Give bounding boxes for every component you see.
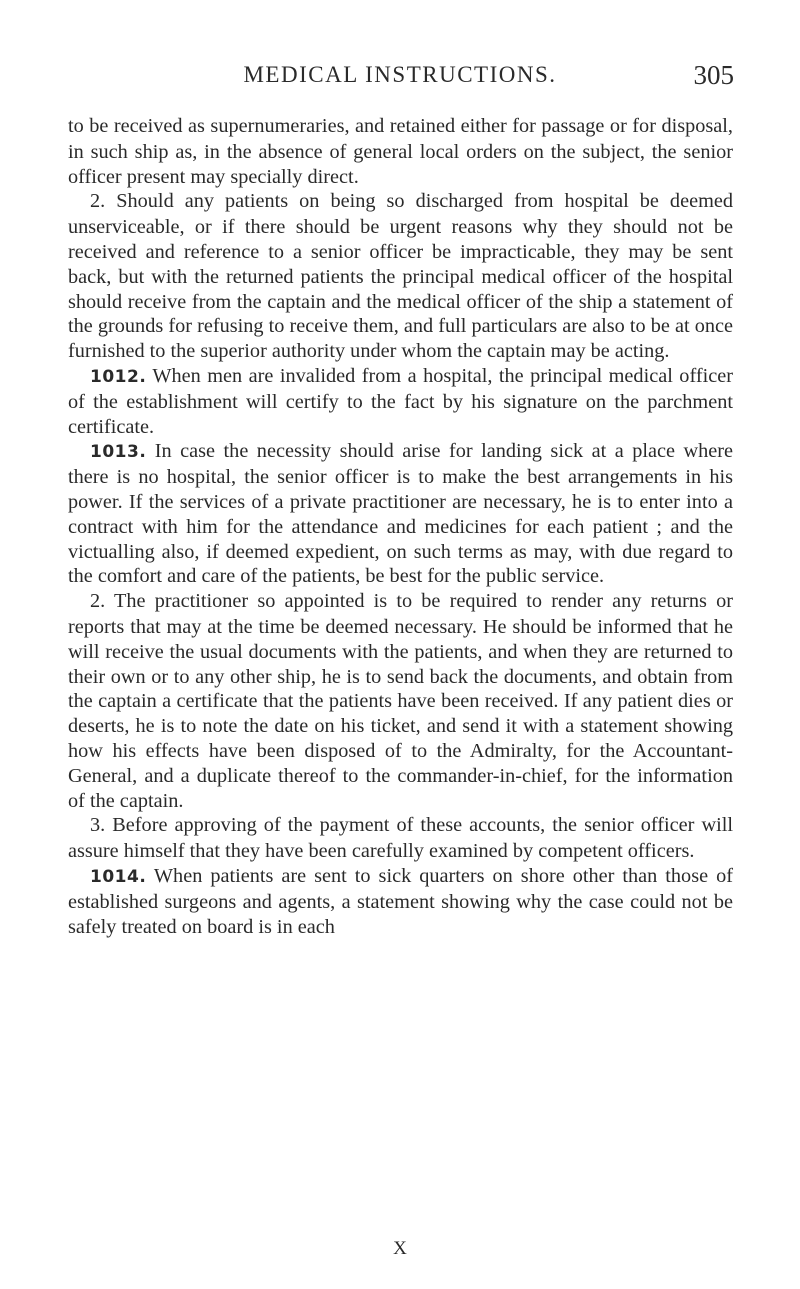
signature-mark: X [393,1238,407,1259]
page-number: 305 [693,60,734,90]
paragraph-text: to be received as supernumeraries, and retained either for passage or for disposal, in such ship as, in the absence of general local orders on the subject, the senior officer present may specially direct. [68,115,733,188]
paragraph-text: In case the necessity should arise for landing sick at a place where there is no hospital, the senior officer is to make the best arrangements in his power. If the services of a private practitioner are necessary, he is to enter into a contract with him for the attendance and medicines for each patient ; and the victualling also, if deemed expedient, on such terms as may, with due regard to the comfort and care of the patients, be best for the public service. [68,440,734,588]
paragraph [68,189,733,364]
paragraph-text: When patients are sent to sick quarters on shore other than those of established surgeons and agents, a statement showing why the case could not be safely treated on board is in each [68,864,733,938]
paragraph-text: 3. Before approving of the payment of these accounts, the senior officer will assure himself that they have been carefully examined by competent officers. [68,814,733,863]
paragraph-number: 1012. [90,366,147,387]
paragraph-number: 1014. [90,866,147,887]
body-text [68,114,733,939]
paragraph [68,864,733,939]
paragraph-text: 2. The practitioner so appointed is to be required to render any returns or reports that may at the time be deemed necessary. He should be informed that he will receive the usual documents with the patients, and when they are returned to their own or to any other ship, he is to send back the documents, and obtain from the captain a certificate that the patients have been received. If any patient dies or deserts, he is to note the date on his ticket, and send it with a statement showing how his effects have been disposed of to the Admiralty, for the Accountant-General, and a duplicate thereof to the commander-in-chief, for the information of the captain. [68,590,733,812]
paragraph-number: 1013. [90,442,147,463]
paragraph [68,114,733,189]
paragraph-text: When men are invalided from a hospital, the principal medical officer of the establishment will certify to the fact by his signature on the parchment certificate. [68,364,733,438]
paragraph-text: 2. Should any patients on being so discharged from hospital be deemed unserviceable, or if there should be urgent reasons why they should not be received and reference to a senior officer be impracticable, they may be sent back, but with the returned patients the principal medical officer of the hospital should receive from the captain and the medical officer of the ship a statement of the grounds for refusing to receive them, and full particulars are also to be at once furnished to the superior authority under whom the captain may be acting. [68,190,733,363]
running-title: MEDICAL INSTRUCTIONS. [243,62,557,87]
paragraph [68,439,733,589]
paragraph [68,589,733,813]
paragraph [68,364,733,439]
running-head [0,60,800,94]
paragraph [68,813,733,864]
